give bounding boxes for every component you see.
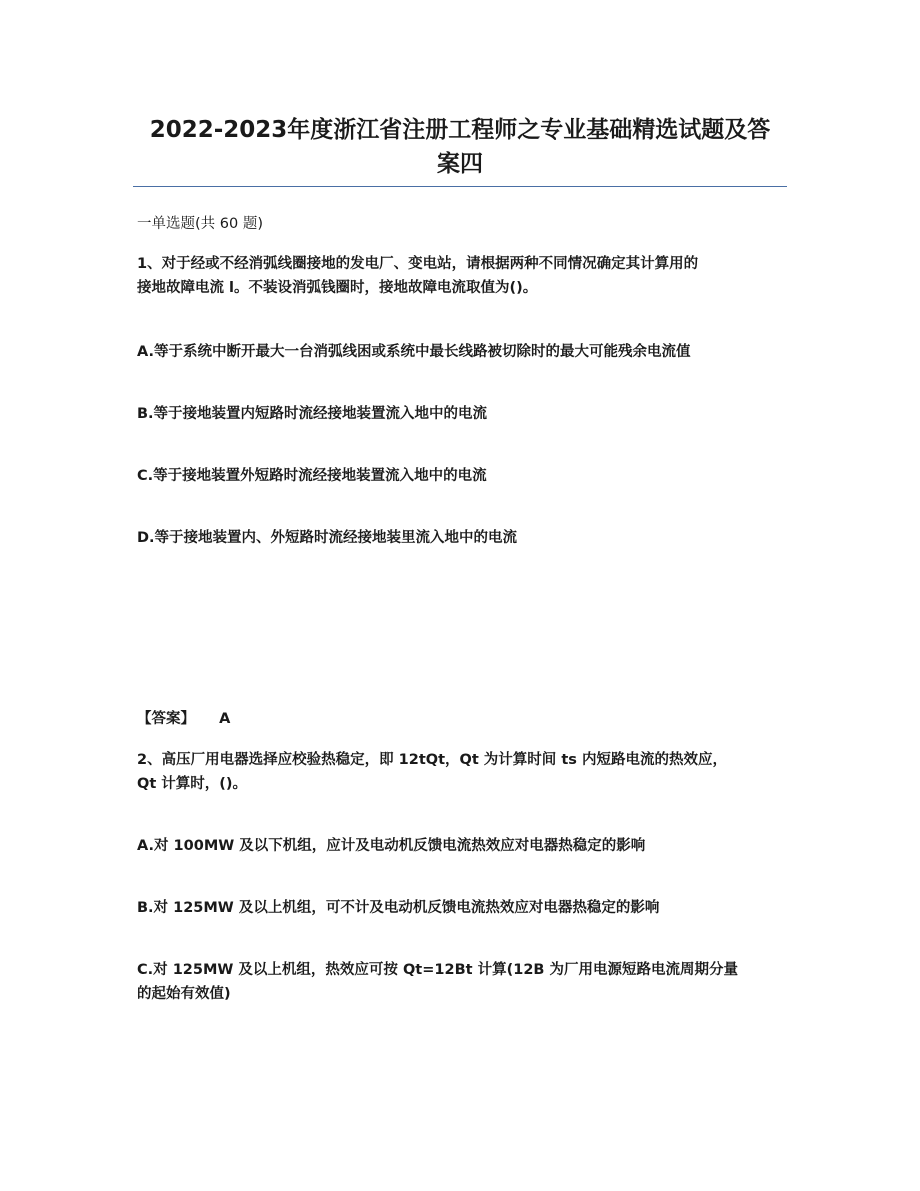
question-1-answer: [137, 707, 230, 728]
question-1-option-b: B.等于接地装置内短路时流经接地装置流入地中的电流: [137, 406, 488, 422]
section-heading: 一单选题(共 60 题): [137, 216, 263, 232]
document-title: [120, 113, 800, 181]
question-2-option-c-line-1: C.对 125MW 及以上机组，热效应可按 Qt=12Bt 计算(12B 为厂用电源短路电流周期分量: [137, 962, 739, 978]
title-line-2: 案四: [437, 151, 483, 177]
question-2-option-b: B.对 125MW 及以上机组，可不计及电动机反馈电流热效应对电器热稳定的影响: [137, 900, 660, 916]
answer-value: A: [219, 711, 231, 727]
question-1-stem-line-2: 接地故障电流 l。不装设消弧钱圈时，接地故障电流取值为()。: [137, 280, 538, 296]
question-1-option-a: A.等于系统中断开最大一台消弧线困或系统中最长线路被切除时的最大可能残余电流值: [137, 344, 691, 360]
question-2-option-c-line-2: 的起始有效值): [137, 986, 231, 1002]
question-1-option-d: D.等于接地装置内、外短路时流经接地装里流入地中的电流: [137, 530, 518, 546]
question-1-stem-line-1: 1、对于经或不经消弧线圈接地的发电厂、变电站，请根据两种不同情况确定其计算用的: [137, 256, 699, 272]
question-1-option-c: C.等于接地装置外短路时流经接地装置流入地中的电流: [137, 468, 487, 484]
question-2-option-a: A.对 100MW 及以下机组，应计及电动机反馈电流热效应对电器热稳定的影响: [137, 838, 646, 854]
title-line-1: 2022-2023年度浙江省注册工程师之专业基础精选试题及答: [149, 117, 771, 143]
question-2-stem-line-1: 2、高压厂用电器选择应校验热稳定，即 12tQt，Qt 为计算时间 ts 内短路电流的热效应，: [137, 752, 727, 768]
title-divider: [133, 186, 787, 187]
question-2-stem-line-2: Qt 计算时，()。: [137, 776, 248, 792]
answer-label: 【答案】: [137, 711, 195, 727]
